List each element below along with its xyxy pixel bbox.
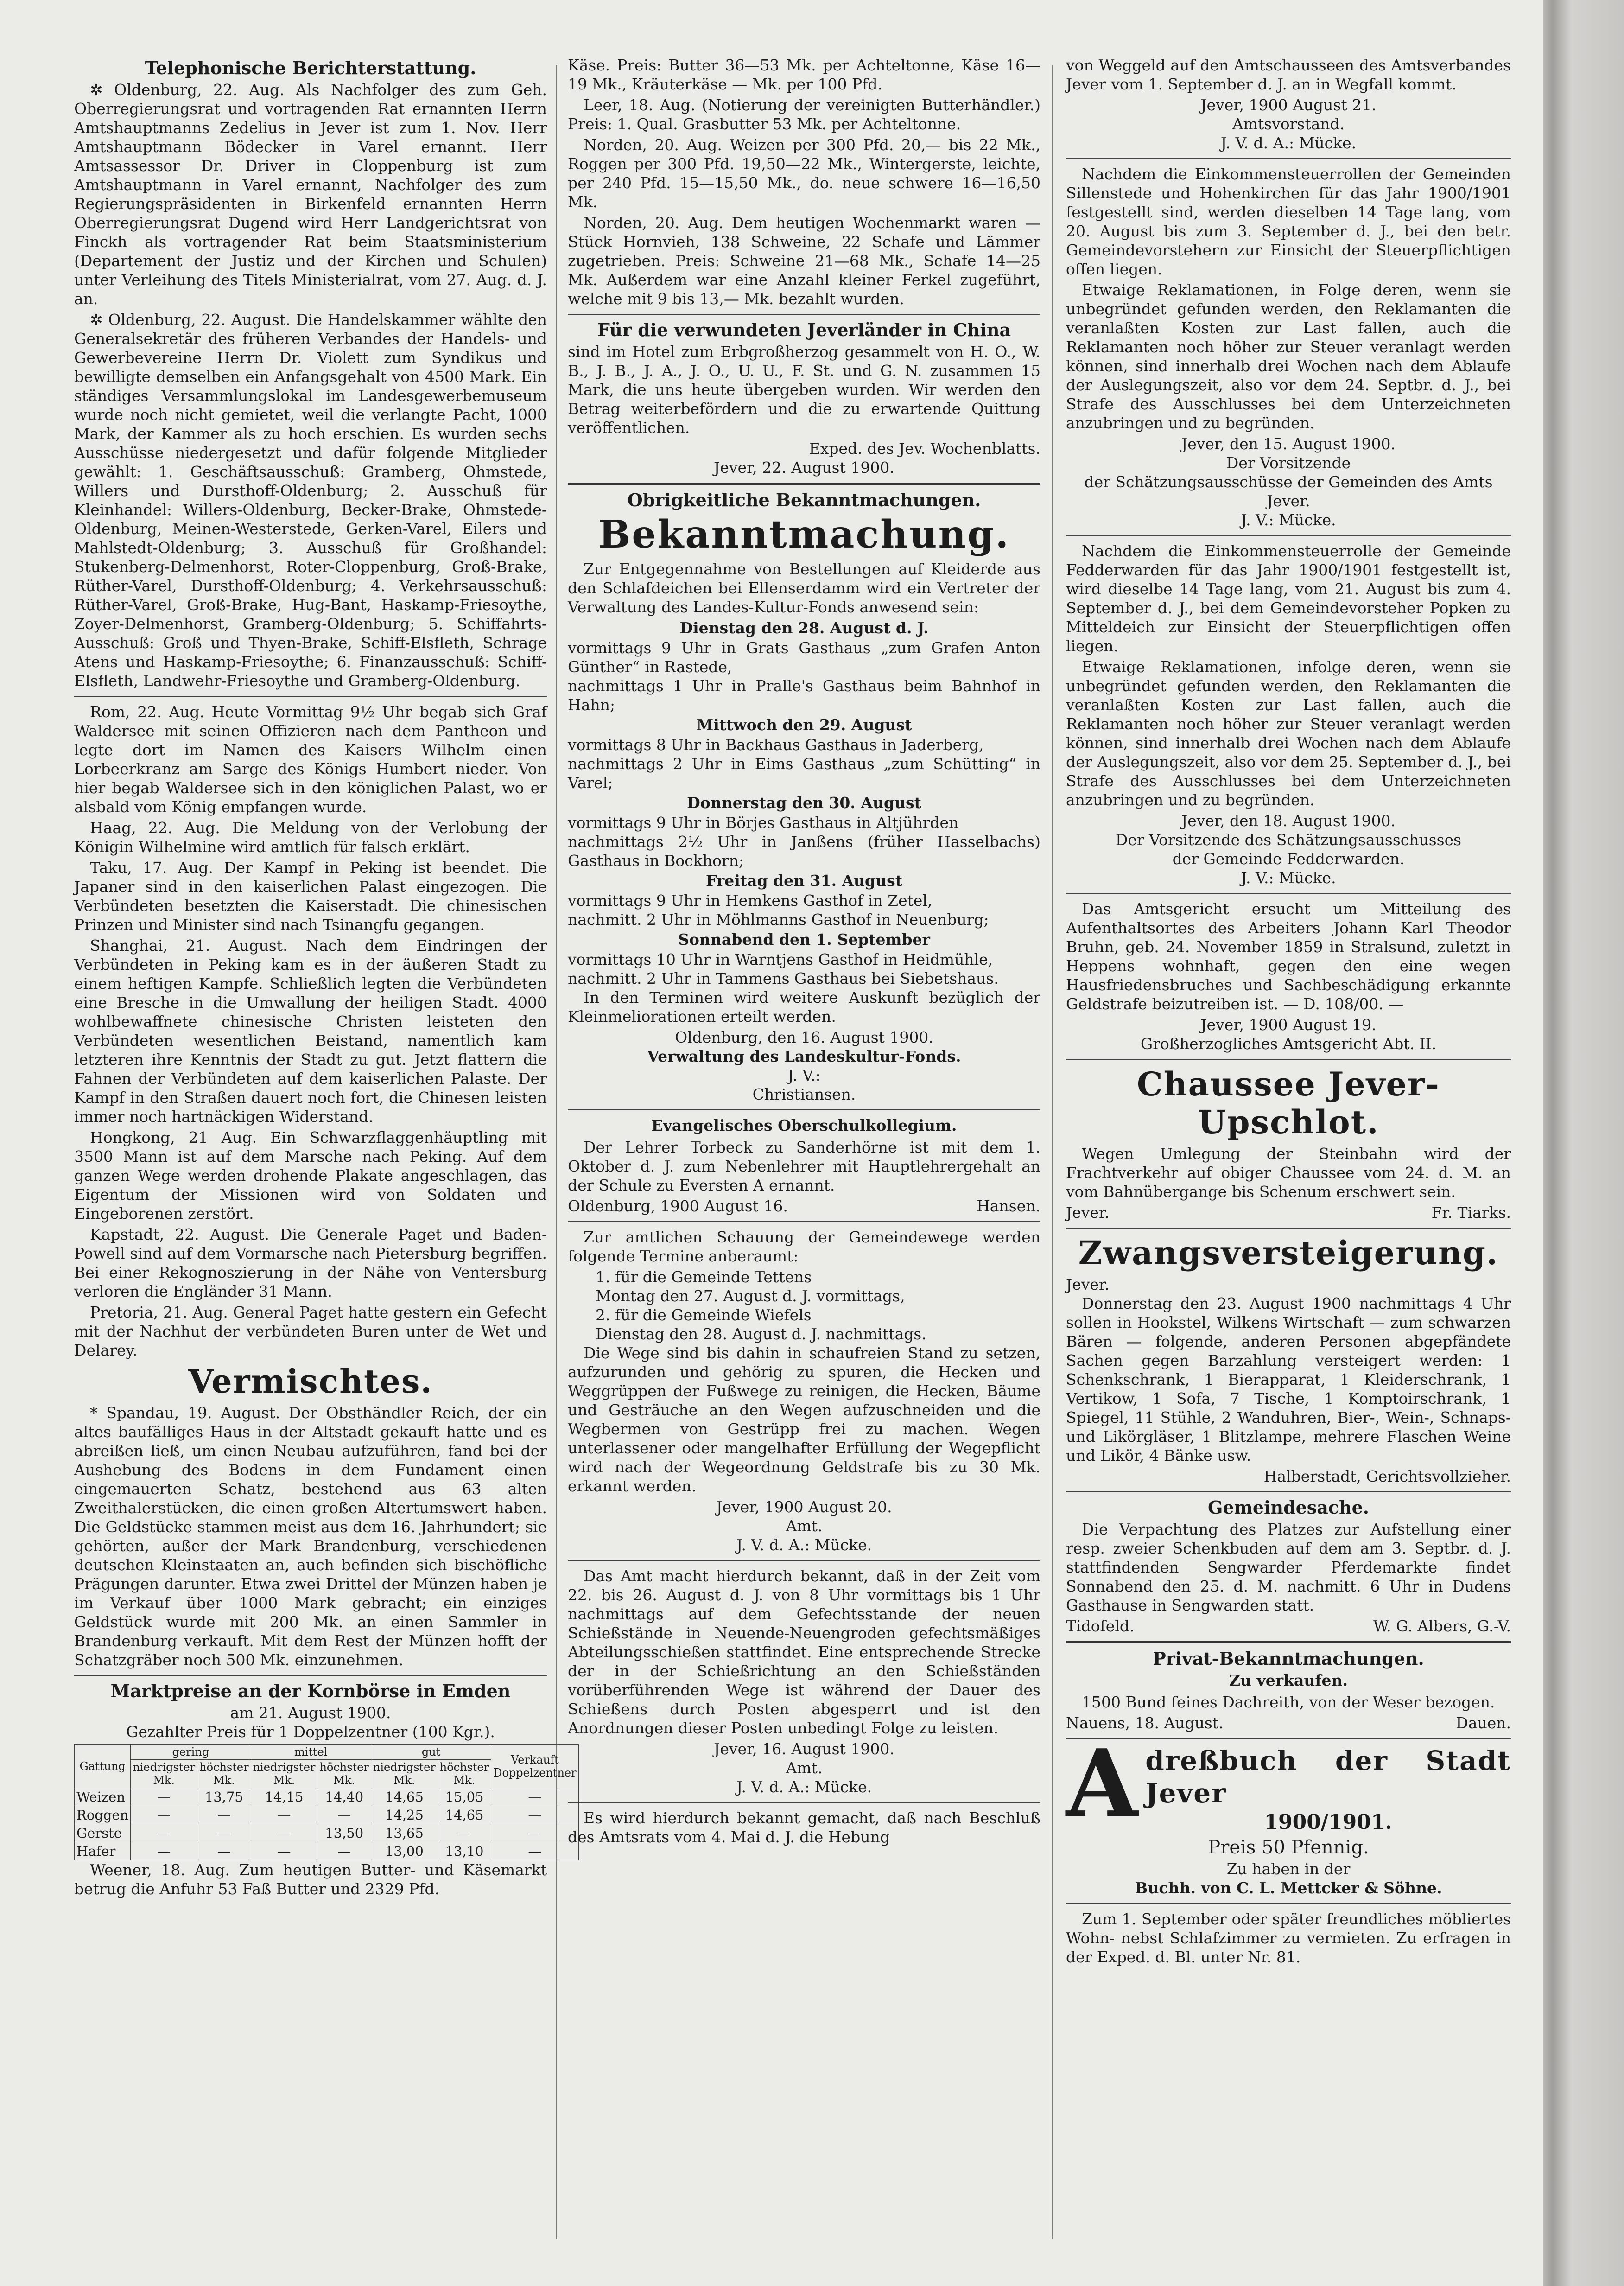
toll-notice-signature: J. V. d. A.: Mücke. — [1220, 134, 1357, 152]
for-sale-signature: Dauen. — [1456, 1714, 1511, 1732]
divider — [1066, 1491, 1511, 1492]
market-norden-cattle: Norden, 20. Aug. Dem heutigen Wochenmarkt waren — Stück Hornvieh, 138 Schweine, 22 Schafe und Lämmer zugetrieben. Preis: Schweine 21—68 Mk., Schafe 14—25 Mk. Außerdem war eine Anzahl kleiner Ferkel zugeführt, welche mit 9 bis 13,— Mk. bezahlt wurden. — [568, 214, 1040, 308]
announcement-closing: In den Terminen wird weitere Auskunft bezüglich der Kleinmeliorationen erteilt werden. — [568, 988, 1040, 1025]
schedule-entry: nachmittags 2½ Uhr in Janßens (früher Hasselbachs) Gasthaus in Bockhorn; — [568, 833, 1040, 870]
toll-notice-continued: von Weggeld auf den Amtschausseen des Amtsverbandes Jever vom 1. September d. J. an in Wegfall kommt. — [1066, 56, 1511, 93]
market-prices-date: am 21. August 1900. — [230, 1704, 391, 1722]
auction-signature: Halberstadt, Gerichtsvollzieher. — [1263, 1467, 1511, 1485]
divider — [568, 1221, 1040, 1222]
news-taku: Taku, 17. Aug. Der Kampf in Peking ist beendet. Die Japaner sind in den kaiserlichen Palast eingezogen. Die Verbündeten besetzten die Kaiserstadt. Die chinesischen Prinzen und Minister sind nach Tsinangfu gegangen. — [74, 859, 547, 934]
community-matter-text: Die Verpachtung des Platzes zur Aufstellung einer resp. zweier Schenkbuden auf dem am 3. Septbr. d. J. stattfindenden Sengwarder Pferdemarkte findet Sonnabend den 25. d. M. nachmitt. 6 Uhr in Dudens Gasthause in Sengwarden statt. — [1066, 1520, 1511, 1614]
col-header-mittel: mittel — [251, 1745, 371, 1760]
divider — [1066, 1641, 1511, 1643]
table-row — [75, 1824, 579, 1842]
road-closure-signature: Fr. Tiarks. — [1431, 1203, 1511, 1222]
announcement-date: Oldenburg, den 16. August 1900. — [675, 1028, 933, 1046]
miscellaneous-heading: Vermischtes. — [188, 1362, 433, 1401]
schedule-entry: nachmittags 2 Uhr in Eims Gasthaus „zum Schütting“ in Varel; — [568, 755, 1040, 792]
table-cell: Gerste — [75, 1824, 131, 1842]
for-sale-heading: Zu verkaufen. — [1229, 1671, 1348, 1689]
table-cell: 13,65 — [371, 1824, 438, 1842]
tax-roll-1-text: Nachdem die Einkommensteuerrollen der Gemeinden Sillenstede und Hohenkirchen für das Jahr 1900/1901 festgestellt sind, werden dieselben 14 Tage lang, vom 20. August bis zum 3. September d. J., bei den betr. Gemeindevorstehern zur Einsicht der Steuerpflichtigen offen liegen. — [1066, 165, 1511, 278]
schedule-entry: vormittags 8 Uhr in Backhaus Gasthaus in Jaderberg, — [568, 736, 984, 754]
table-cell: — — [197, 1806, 251, 1824]
table-cell: 15,05 — [438, 1788, 491, 1806]
news-rom: Rom, 22. Aug. Heute Vormittag 9½ Uhr begab sich Graf Waldersee mit seinen Offizieren nach dem Pantheon und legte dort im Namen des Kaisers Wilhelm einen Lorbeerkranz am Sarge des Königs Humbert nieder. Von hier begab Waldersee sich in den königlichen Palast, wo er alsbald vom König empfangen wurde. — [74, 703, 547, 816]
column-3 — [1066, 56, 1511, 2244]
divider — [1066, 893, 1511, 894]
table-cell: — — [317, 1806, 371, 1824]
address-book-shop: Buchh. von C. L. Mettcker & Söhne. — [1135, 1879, 1442, 1897]
toll-notice-org: Amtsvorstand. — [1232, 115, 1345, 133]
schedule-entry: nachmittags 1 Uhr in Pralle's Gasthaus beim Bahnhof in Hahn; — [568, 677, 1040, 714]
community-matter-location: Tidofeld. — [1066, 1617, 1135, 1635]
table-cell: 14,15 — [251, 1788, 317, 1806]
divider — [1066, 1059, 1511, 1060]
divider — [1066, 1903, 1511, 1904]
divider — [74, 696, 547, 697]
news-hongkong: Hongkong, 21 Aug. Ein Schwarzflaggenhäuptling mit 3500 Mann ist auf dem Marsche nach Peking. Auf dem ganzen Wege werden drohende Plakate angeschlagen, das Eigentum der Missionen wird von Soldaten und Eingeborenen zerstört. — [74, 1128, 547, 1223]
china-donation-signature: Exped. des Jev. Wochenblatts. — [809, 439, 1040, 458]
tax-roll-2-claims: Etwaige Reklamationen, infolge deren, wenn sie unbegründet gefunden werden, den Reklamanten die veranlaßten Kosten zur Last fallen, auch die Reklamanten noch höher zur Steuer veranlagt werden können, sind innerhalb drei Wochen nach dem Ablaufe der Auslegungszeit, also vor dem 25. September d. J., bei Strafe des Ausschlusses bei dem Unterzeichneten anzubringen und zu begründen. — [1066, 658, 1511, 809]
column-divider — [556, 65, 557, 2239]
road-inspection-amt: Amt. — [786, 1517, 823, 1535]
schedule-day: Freitag den 31. August — [706, 872, 902, 890]
col-header-low: niedrigster Mk. — [131, 1760, 197, 1788]
china-donation-text: sind im Hotel zum Erbgroßherzog gesammelt von H. O., W. B., J. B., J. A., J. O., U. U., F. St. und G. N. zusammen 15 Mark, die uns heute übergeben wurden. Wir werden den Betrag weiterbefördern und die zu erwartende Quittung veröffentlichen. — [568, 343, 1040, 437]
tax-roll-2-org: Der Vorsitzende des Schätzungsausschusses — [1115, 831, 1462, 849]
table-row — [75, 1842, 579, 1860]
col-header-high: höchster Mk. — [317, 1760, 371, 1788]
china-donation-heading: Für die verwundeten Jeverländer in China — [597, 319, 1011, 340]
table-row — [75, 1788, 579, 1806]
table-cell: 14,40 — [317, 1788, 371, 1806]
auction-location: Jever. — [1066, 1275, 1110, 1293]
col-header-low: niedrigster Mk. — [251, 1760, 317, 1788]
news-spandau: * Spandau, 19. August. Der Obsthändler Reich, der ein altes baufälliges Haus in der Altstadt gekauft hatte und es abreißen ließ, um einen Neubau aufzuführen, fand bei der Aushebung des Bodens in dem Fundament einen eingemauerten Schatz, bestehend aus 63 alten Zweithalerstücken, die einen großen Altertumswert haben. Die Geldstücke stammen meist aus dem 16. Jahrhundert; sie gehörten, außer der Mark Brandenburg, verschiedenen deutschen Kleinstaaten an, auch befinden sich bischöfliche Prägungen darunter. Etwa zwei Drittel der Münzen haben je im Verkauf über 1000 Mark gebracht; ein einziges Geldstück wurde mit 200 Mk. an einen Sammler in Brandenburg verkauft. Mit dem Rest der Münzen hofft der Schatzgräber noch 500 Mk. einzunehmen. — [74, 1404, 547, 1669]
table-cell: — — [131, 1842, 197, 1860]
table-cell: — — [491, 1824, 578, 1842]
table-cell: — — [131, 1806, 197, 1824]
tax-roll-1-org-detail: der Schätzungsausschüsse der Gemeinden des Amts Jever. — [1084, 473, 1493, 510]
table-cell: 14,65 — [371, 1788, 438, 1806]
news-weener: Weener, 18. Aug. Zum heutigen Butter- und Käsemarkt betrug die Anfuhr 53 Faß Butter und 2329 Pfd. — [74, 1861, 547, 1898]
market-leer: Leer, 18. Aug. (Notierung der vereinigten Butterhändler.) Preis: 1. Qual. Grasbutter 53 Mk. per Achteltonne. — [568, 96, 1040, 133]
road-inspection-item: Montag den 27. August d. J. vormittags, — [596, 1287, 905, 1305]
school-council-date: Oldenburg, 1900 August 16. — [568, 1197, 788, 1215]
table-cell: 13,10 — [438, 1842, 491, 1860]
divider — [568, 1802, 1040, 1803]
road-inspection-item: Dienstag den 28. August d. J. nachmittags. — [596, 1325, 926, 1343]
for-sale-location: Nauens, 18. August. — [1066, 1714, 1224, 1732]
road-closure-location: Jever. — [1066, 1203, 1110, 1222]
road-inspection-signature: J. V. d. A.: Mücke. — [736, 1536, 872, 1554]
col-header-gering: gering — [131, 1745, 251, 1760]
table-cell: Hafer — [75, 1842, 131, 1860]
news-oldenburg-1: ✲ Oldenburg, 22. Aug. Als Nachfolger des zum Geh. Oberregierungsrat und vortragenden Rat ernannten Herrn Amtshauptmanns Zedelius in Jever ist zum 1. Nov. Herr Amtshauptmann Bödecker in Varel ernannt. Herr Amtsassessor Dr. Driver in Cloppenburg ist zum Amtshauptmann in Varel ernannt, Nachfolger des zum Regierungspräsidenten in Birkenfeld ernannten Herrn Oberregierungsrat Dugend wird Herr Landgerichtsrat von Finckh als vortragender Rat beim Staatsministerium (Departement der Justiz und der Kirchen und Schulen) unter Verleihung des Titels Ministerialrat, vom 27. Aug. d. J. an. — [74, 81, 547, 308]
tax-roll-1-date: Jever, den 15. August 1900. — [1181, 435, 1396, 453]
school-council-heading: Evangelisches Oberschulkollegium. — [651, 1116, 957, 1134]
announcement-intro: Zur Entgegennahme von Bestellungen auf Kleiderde aus den Schlafdeichen bei Ellenserdamm wird ein Vertreter der Verwaltung des Landes-Kultur-Fonds anwesend sein: — [568, 560, 1040, 616]
table-cell: 13,00 — [371, 1842, 438, 1860]
col-header-gattung: Gattung — [75, 1745, 131, 1788]
table-cell: — — [491, 1842, 578, 1860]
page-edge — [1543, 0, 1624, 2286]
col-header-verkauft: Verkauft Doppelzentner — [491, 1745, 578, 1788]
schedule-entry: nachmitt. 2 Uhr in Möhlmanns Gasthof in Neuenburg; — [568, 911, 989, 929]
schedule-entry: vormittags 9 Uhr in Börjes Gasthaus in Altjührden — [568, 814, 959, 832]
road-closure-text: Wegen Umlegung der Steinbahn wird der Frachtverkehr auf obiger Chaussee vom 24. d. M. an vom Bahnübergange bis Schenum erschwert sein. — [1066, 1145, 1511, 1201]
table-cell: — — [251, 1824, 317, 1842]
schedule-entry: vormittags 9 Uhr in Grats Gasthaus „zum Grafen Anton Günther“ in Rastede, — [568, 639, 1040, 676]
address-book-availability: Zu haben in der — [1226, 1860, 1351, 1878]
address-book-dropcap: A — [1066, 1729, 1138, 1838]
col-header-high: höchster Mk. — [197, 1760, 251, 1788]
court-notice-date: Jever, 1900 August 19. — [1200, 1016, 1377, 1034]
column-2 — [568, 56, 1040, 2244]
table-cell: — — [438, 1824, 491, 1842]
table-cell: — — [251, 1806, 317, 1824]
shooting-notice-date: Jever, 16. August 1900. — [714, 1740, 894, 1758]
divider — [1066, 535, 1511, 536]
road-inspection-intro: Zur amtlichen Schauung der Gemeindewege werden folgende Termine anberaumt: — [568, 1228, 1040, 1265]
toll-notice-text: Es wird hierdurch bekannt gemacht, daß nach Beschluß des Amtsrats vom 4. Mai d. J. die Hebung — [568, 1809, 1040, 1846]
divider — [1066, 158, 1511, 159]
address-book-ad — [1066, 1729, 1511, 1898]
community-matter-heading: Gemeindesache. — [1207, 1497, 1369, 1518]
tax-roll-2-text: Nachdem die Einkommensteuerrolle der Gemeinde Fedderwarden für das Jahr 1900/1901 festgestellt ist, wird dieselbe 14 Tage lang, vom 21. August bis zum 4. September d. J., bei dem Gemeindevorsteher Popken zu Mitteldeich zur Einsicht der Steuerpflichtigen offen liegen. — [1066, 542, 1511, 655]
auction-heading: Zwangsversteigerung. — [1078, 1234, 1499, 1272]
table-cell: 14,25 — [371, 1806, 438, 1824]
school-council-footer — [568, 1197, 1040, 1216]
shooting-notice-signature: J. V. d. A.: Mücke. — [736, 1778, 872, 1796]
col-header-gut: gut — [371, 1745, 491, 1760]
divider — [568, 483, 1040, 485]
for-sale-text: 1500 Bund feines Dachreith, von der Weser bezogen. — [1082, 1693, 1495, 1711]
telephone-report-heading: Telephonische Berichterstattung. — [145, 57, 476, 78]
table-cell: — — [197, 1824, 251, 1842]
schedule-entry: vormittags 9 Uhr in Hemkens Gasthof in Zetel, — [568, 891, 933, 910]
tax-roll-1-org: Der Vorsitzende — [1226, 454, 1351, 472]
divider — [568, 314, 1040, 315]
market-prices-table — [74, 1744, 579, 1860]
table-cell: — — [131, 1824, 197, 1842]
market-norden-grain: Norden, 20. Aug. Weizen per 300 Pfd. 20,— bis 22 Mk., Roggen per 300 Pfd. 19,50—22 Mk., Wintergerste, leichte, per 240 Pfd. 15—15,50 Mk., do. neue schwere 16—16,50 Mk. — [568, 136, 1040, 211]
table-cell: — — [317, 1842, 371, 1860]
official-notices-heading: Obrigkeitliche Bekanntmachungen. — [627, 490, 981, 510]
for-sale-footer — [1066, 1713, 1511, 1732]
road-inspection-text: Die Wege sind bis dahin in schaufreien Stand zu setzen, aufzurunden und gehörig zu spuren, die Hecken und Weggrüppen der Fußwege zu reinigen, die Hecken, Bäume und Gesträuche an den Wegen aufzuschneiden und die Wegbermen von Gestrüpp frei zu machen. Wegen unterlassener oder mangelhafter Erfüllung der Wegepflicht wird nach der Wegeordnung Geldstrafe bis zu 30 Mk. erkannt werden. — [568, 1344, 1040, 1495]
community-matter-signature: W. G. Albers, G.-V. — [1373, 1617, 1511, 1635]
market-butter: Käse. Preis: Butter 36—53 Mk. per Achteltonne, Käse 16—19 Mk., Kräuterkäse — Mk. per 100 Pfd. — [568, 56, 1040, 93]
tax-roll-2-signature: J. V.: Mücke. — [1241, 869, 1336, 887]
news-haag: Haag, 22. Aug. Die Meldung von der Verlobung der Königin Wilhelmine wird amtlich für falsch erklärt. — [74, 819, 547, 856]
divider — [1066, 1228, 1511, 1229]
table-cell: Roggen — [75, 1806, 131, 1824]
schedule-day: Donnerstag den 30. August — [687, 794, 921, 812]
private-notices-heading: Privat-Bekanntmachungen. — [1153, 1648, 1424, 1669]
table-row — [75, 1806, 579, 1824]
china-donation-date: Jever, 22. August 1900. — [714, 458, 894, 477]
table-cell: — — [491, 1806, 578, 1824]
table-cell: — — [197, 1842, 251, 1860]
divider — [568, 1109, 1040, 1110]
tax-roll-2-org-detail: der Gemeinde Fedderwarden. — [1172, 850, 1405, 868]
auction-text: Donnerstag den 23. August 1900 nachmittags 4 Uhr sollen in Hookstel, Wilkens Wirtschaft — zum schwarzen Bären — folgende, anderen Personen abgepfändete Sachen gegen Barzahlung versteigert werden: 1 Schenkschrank, 1 Bierapparat, 1 Kleiderschrank, 1 Vertikow, 1 Sofa, 7 Tische, 1 Komptoirschrank, 1 Spiegel, 11 Stühle, 2 Wanduhren, Bier-, Wein-, Schnaps- und Likörgläser, 1 Blitzlampe, mehrere Flaschen Weine und Likör, 4 Bänke usw. — [1066, 1294, 1511, 1465]
market-prices-subtitle: Gezahlter Preis für 1 Doppelzentner (100 Kgr.). — [126, 1723, 495, 1741]
announcement-iv: J. V.: — [787, 1066, 821, 1084]
announcement-organization: Verwaltung des Landeskultur-Fonds. — [647, 1047, 961, 1065]
toll-notice-date: Jever, 1900 August 21. — [1200, 96, 1377, 114]
table-cell: — — [131, 1788, 197, 1806]
road-closure-footer — [1066, 1203, 1511, 1222]
table-cell: 13,50 — [317, 1824, 371, 1842]
road-inspection-date: Jever, 1900 August 20. — [716, 1498, 892, 1516]
announcement-heading: Bekanntmachung. — [598, 512, 1010, 557]
table-cell: 13,75 — [197, 1788, 251, 1806]
room-for-rent-text: Zum 1. September oder später freundliches möbliertes Wohn- nebst Schlafzimmer zu vermieten. Zu erfragen in der Exped. d. Bl. unter Nr. 81. — [1066, 1910, 1511, 1966]
col-header-high: höchster Mk. — [438, 1760, 491, 1788]
court-notice-text: Das Amtsgericht ersucht um Mitteilung des Aufenthaltsortes des Arbeiters Johann Karl Theodor Bruhn, geb. 24. November 1859 in Stralsund, zuletzt in Heppens wohnhaft, gegen den eine wegen Hausfriedensbruches und Sachbeschädigung erkannte Geldstrafe beizutreiben ist. — D. 108/00. — — [1066, 900, 1511, 1013]
news-pretoria: Pretoria, 21. Aug. General Paget hatte gestern ein Gefecht mit der Nachhut der verbündeten Buren unter de Wet und Delarey. — [74, 1303, 547, 1359]
schedule-entry: vormittags 10 Uhr in Warntjens Gasthof in Heidmühle, — [568, 950, 993, 968]
address-book-price: Preis 50 Pfennig. — [1208, 1837, 1369, 1858]
table-cell: — — [251, 1842, 317, 1860]
news-kapstadt: Kapstadt, 22. August. Die Generale Paget und Baden-Powell sind auf dem Vormarsche nach Pietersburg begriffen. Bei einer Rekognoszierung in der Nähe von Ventersburg verloren die Engländer 31 Mann. — [74, 1225, 547, 1300]
court-notice-org: Großherzogliches Amtsgericht Abt. II. — [1140, 1035, 1437, 1053]
tax-roll-1-claims: Etwaige Reklamationen, in Folge deren, wenn sie unbegründet gefunden werden, den Reklamanten die veranlaßten Kosten zur Last fallen, auch die Reklamanten noch höher zur Steuer veranlagt werden können, sind innerhalb drei Wochen nach dem Ablaufe der Auslegungszeit, also vor dem 24. Septbr. d. J., bei Strafe des Ausschlusses bei dem Unterzeichneten anzubringen und zu begründen. — [1066, 281, 1511, 432]
col-header-low: niedrigster Mk. — [371, 1760, 438, 1788]
schedule-entry: nachmitt. 2 Uhr in Tammens Gasthaus bei Siebetshaus. — [568, 969, 999, 987]
market-prices-title: Marktpreise an der Kornbörse in Emden — [110, 1681, 511, 1701]
school-council-text: Der Lehrer Torbeck zu Sanderhörne ist mit dem 1. Oktober d. J. zum Nebenlehrer mit Hauptlehrergehalt an der Schule zu Eversten A ernannt. — [568, 1138, 1040, 1194]
news-shanghai: Shanghai, 21. August. Nach dem Eindringen der Verbündeten in Peking kam es in der äußeren Stadt zu einem heftigen Kampfe. Schließlich legten die Verbündeten eine Bresche in die Umwallung der heiligen Stadt. 4000 wohlbewaffnete chinesische Christen leisteten den Verbündeten wesentlichen Beistand, namentlich kam letzteren ihre Kenntnis der Stadt zu gut. Jetzt flattern die Fahnen der Verbündeten auf dem kaiserlichen Palaste. Der Kampf in den Straßen dauert noch fort, die Chinesen leisten immer noch hartnäckigen Widerstand. — [74, 936, 547, 1126]
tax-roll-1-signature: J. V.: Mücke. — [1241, 511, 1336, 529]
divider — [74, 1675, 547, 1676]
news-oldenburg-2: ✲ Oldenburg, 22. August. Die Handelskammer wählte den Generalsekretär des früheren Verbandes der Handels- und Gewerbevereine Herrn Dr. Violett zum Syndikus und bewilligte demselben ein Anfangsgehalt von 4500 Mark. Ein ständiges Versammlungslokal im Landesgewerbemuseum wurde noch nicht gemietet, weil die verlangte Pacht, 1000 Mark, der Kammer als zu hoch erschien. Es wurden sechs Ausschüsse niedergesetzt und dafür folgende Mitglieder gewählt: 1. Geschäftsausschuß: Gramberg, Ohmstede, Willers und Dursthoff-Oldenburg; 2. Ausschuß für Kleinhandel: Willers-Oldenburg, Becker-Brake, Ohmstede-Oldenburg, Meinen-Westerstede, Gerken-Varel, Eilers und Mahlstedt-Oldenburg; 3. Ausschuß für Großhandel: Stukenberg-Delmenhorst, Roter-Cloppenburg, Groß-Brake, Rüther-Varel, Dursthoff-Oldenburg; 4. Verkehrsausschuß: Rüther-Varel, Groß-Brake, Hug-Bant, Haskamp-Friesoythe, Zoyer-Delmenhorst, Gramberg-Oldenburg; 5. Schiffahrts-Ausschuß: Groß und Thyen-Brake, Schiff-Elsfleth, Schrage Atens und Haskamp-Friesoythe; 6. Finanzausschuß: Schiff-Elsfleth, Landwehr-Friesoythe und Gramberg-Oldenburg. — [74, 311, 547, 690]
shooting-notice-text: Das Amt macht hierdurch bekannt, daß in der Zeit vom 22. bis 26. August d. J. von 8 Uhr vormittags bis 1 Uhr nachmittags auf dem Gefechtsstande der neuen Schießstände in Neuende-Neuengroden gefechtsmäßiges Abteilungsschießen stattfindet. Eine entsprechende Strecke der in der Schießrichtung an den Schießständen vorüberführenden Wege ist während der Dauer des Schießens durch Posten abgesperrt und ist den Anordnungen dieser Posten unbedingt Folge zu leisten. — [568, 1567, 1040, 1737]
shooting-notice-amt: Amt. — [786, 1759, 823, 1777]
table-cell: — — [491, 1788, 578, 1806]
schedule-day: Sonnabend den 1. September — [678, 930, 930, 949]
address-book-title: dreßbuch der Stadt Jever — [1145, 1745, 1511, 1809]
table-cell: Weizen — [75, 1788, 131, 1806]
column-divider — [1052, 65, 1053, 2239]
column-1 — [74, 56, 577, 2244]
table-cell: 14,65 — [438, 1806, 491, 1824]
school-council-signature: Hansen. — [977, 1197, 1040, 1215]
schedule-day: Dienstag den 28. August d. J. — [679, 619, 929, 637]
announcement-signature: Christiansen. — [752, 1085, 856, 1103]
road-closure-heading: Chaussee Jever-Upschlot. — [1137, 1065, 1440, 1141]
tax-roll-2-date: Jever, den 18. August 1900. — [1181, 812, 1396, 830]
schedule-day: Mittwoch den 29. August — [696, 716, 912, 734]
divider — [568, 1560, 1040, 1561]
community-matter-footer — [1066, 1617, 1511, 1636]
road-inspection-item: 2. für die Gemeinde Wiefels — [596, 1306, 812, 1324]
road-inspection-item: 1. für die Gemeinde Tettens — [596, 1268, 812, 1286]
address-book-year: 1900/1901. — [1264, 1810, 1392, 1834]
